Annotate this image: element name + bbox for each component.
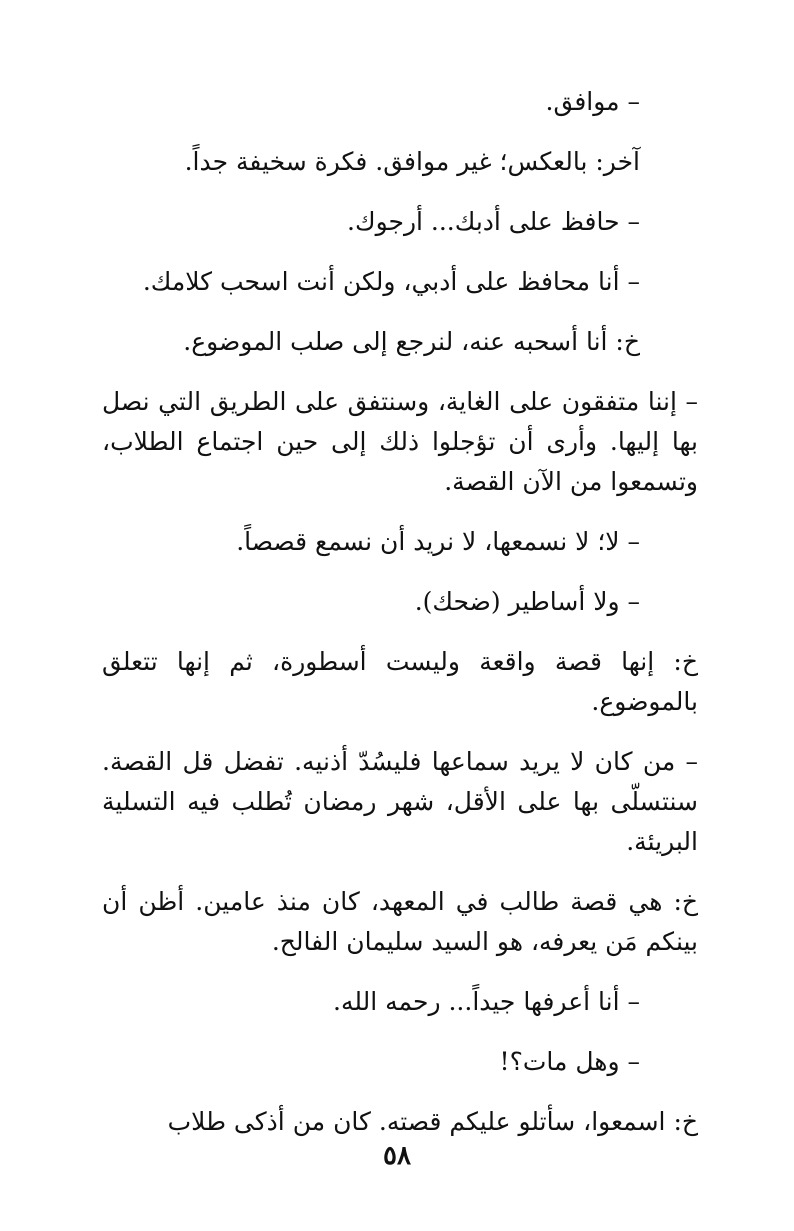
dialogue-line: – ولا أساطير (ضحك).	[414, 587, 640, 616]
dialogue-line: – وهل مات؟!	[499, 1047, 640, 1076]
dialogue-paragraph: – إننا متفقون على الغاية، وسنتفق على الطريق التي نصل بها إليها. وأرى أن تؤجلوا ذلك إلى حين اجتماع الطلاب، وتسمعوا من الآن القصة.	[102, 387, 698, 496]
dialogue-paragraph: خ: هي قصة طالب في المعهد، كان منذ عامين. أظن أن بينكم مَن يعرفه، هو السيد سليمان الفالح.	[102, 887, 698, 956]
dialogue-paragraph: خ: إنها قصة واقعة وليست أسطورة، ثم إنها تتعلق بالموضوع.	[102, 647, 698, 716]
dialogue-line: – حافظ على أدبك... أرجوك.	[347, 207, 640, 236]
page-body	[102, 82, 698, 1142]
dialogue-line: خ: أنا أسحبه عنه، لنرجع إلى صلب الموضوع.	[183, 327, 640, 356]
dialogue-paragraph: خ: اسمعوا، سأتلو عليكم قصته. كان من أذكى طلاب	[167, 1107, 698, 1136]
dialogue-paragraph: – من كان لا يريد سماعها فليسُدّ أذنيه. تفضل قل القصة. سنتسلّى بها على الأقل، شهر رمضان تُطلب فيه التسلية البريئة.	[102, 747, 698, 856]
dialogue-line: – أنا أعرفها جيداً... رحمه الله.	[333, 987, 640, 1016]
dialogue-line: – أنا محافظ على أدبي، ولكن أنت اسحب كلامك.	[142, 267, 640, 296]
page-number: ٥٨	[383, 1141, 411, 1171]
dialogue-line: آخر: بالعكس؛ غير موافق. فكرة سخيفة جداً.	[184, 147, 640, 176]
dialogue-line: – موافق.	[545, 87, 640, 116]
dialogue-line: – لا؛ لا نسمعها، لا نريد أن نسمع قصصاً.	[236, 527, 640, 556]
